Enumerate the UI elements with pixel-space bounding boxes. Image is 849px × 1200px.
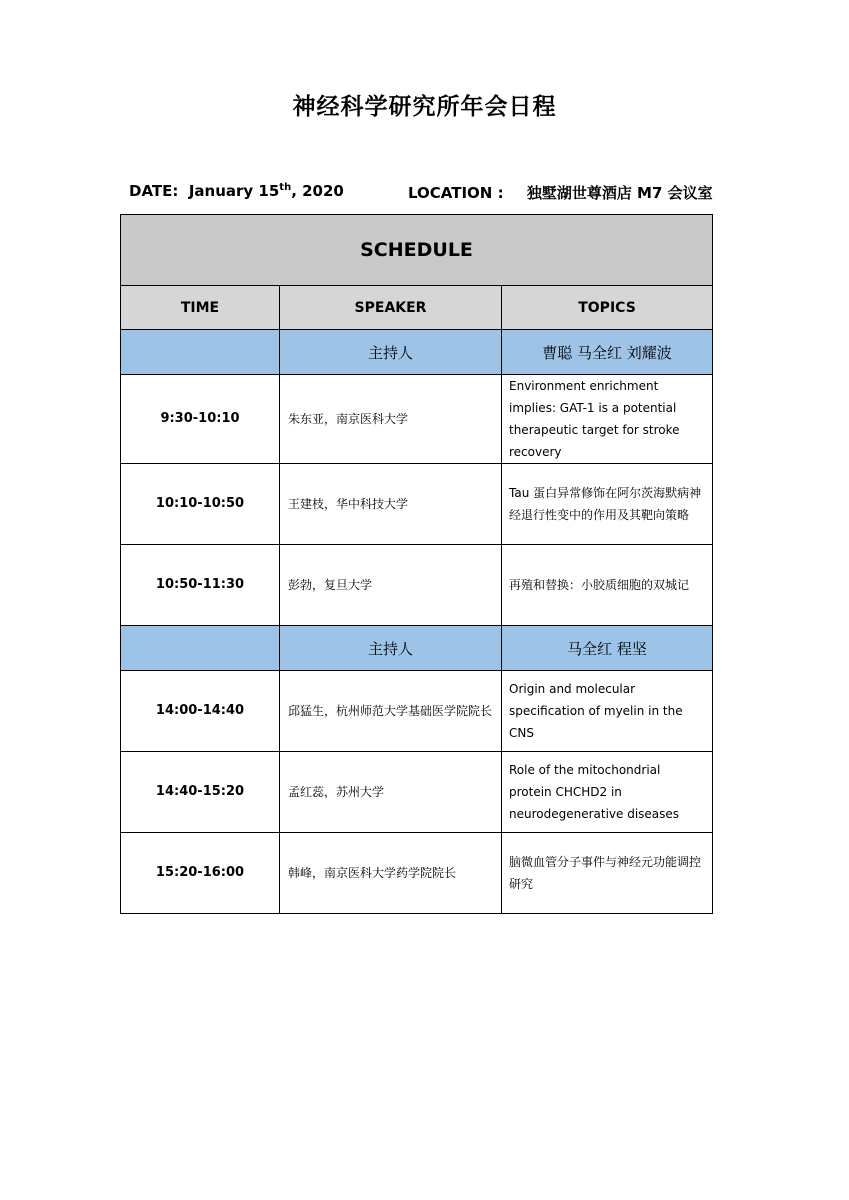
date-ordinal: th (279, 182, 292, 193)
date-label: DATE: (129, 182, 179, 200)
host-names: 曹聪 马全红 刘耀波 (502, 330, 713, 375)
speaker-cell: 彭勃，复旦大学 (280, 545, 502, 626)
topic-cell: Environment enrichment implies: GAT-1 is a potential therapeutic target for stroke recovery (502, 375, 713, 464)
host-names: 马全红 程坚 (502, 626, 713, 671)
event-date (129, 182, 344, 200)
host-row-empty-cell (121, 626, 280, 671)
date-value: January 15 (188, 182, 280, 200)
table-row (121, 545, 713, 626)
topic-cell: Tau 蛋白异常修饰在阿尔茨海默病神经退行性变中的作用及其靶向策略 (502, 464, 713, 545)
host-row (121, 626, 713, 671)
schedule-table (120, 214, 713, 914)
table-row (121, 671, 713, 752)
schedule-heading: SCHEDULE (121, 215, 713, 286)
time-cell: 10:10-10:50 (121, 464, 280, 545)
speaker-cell: 孟红蕊，苏州大学 (280, 752, 502, 833)
location-label: LOCATION : (408, 184, 504, 202)
host-label: 主持人 (280, 330, 502, 375)
table-row (121, 464, 713, 545)
topic-cell: Role of the mitochondrial protein CHCHD2 in neurodegenerative diseases (502, 752, 713, 833)
date-year: , 2020 (291, 182, 344, 200)
table-row (121, 752, 713, 833)
topic-cell: 脑微血管分子事件与神经元功能调控研究 (502, 833, 713, 914)
topic-cell: 再殖和替换：小胶质细胞的双城记 (502, 545, 713, 626)
speaker-cell: 王建枝，华中科技大学 (280, 464, 502, 545)
time-cell: 14:40-15:20 (121, 752, 280, 833)
host-label: 主持人 (280, 626, 502, 671)
topic-cell: Origin and molecular specification of myelin in the CNS (502, 671, 713, 752)
column-header-speaker: SPEAKER (280, 286, 502, 330)
time-cell: 10:50-11:30 (121, 545, 280, 626)
time-cell: 14:00-14:40 (121, 671, 280, 752)
host-row (121, 330, 713, 375)
table-row (121, 833, 713, 914)
speaker-cell: 韩峰，南京医科大学药学院院长 (280, 833, 502, 914)
column-header-topics: TOPICS (502, 286, 713, 330)
location-value: 独墅湖世尊酒店 M7 会议室 (526, 184, 713, 202)
speaker-cell: 邱猛生，杭州师范大学基础医学院院长 (280, 671, 502, 752)
table-row (121, 375, 713, 464)
page-title: 神经科学研究所年会日程 (292, 94, 557, 120)
event-location (408, 182, 713, 203)
time-cell: 9:30-10:10 (121, 375, 280, 464)
column-header-time: TIME (121, 286, 280, 330)
speaker-cell: 朱东亚，南京医科大学 (280, 375, 502, 464)
time-cell: 15:20-16:00 (121, 833, 280, 914)
host-row-empty-cell (121, 330, 280, 375)
